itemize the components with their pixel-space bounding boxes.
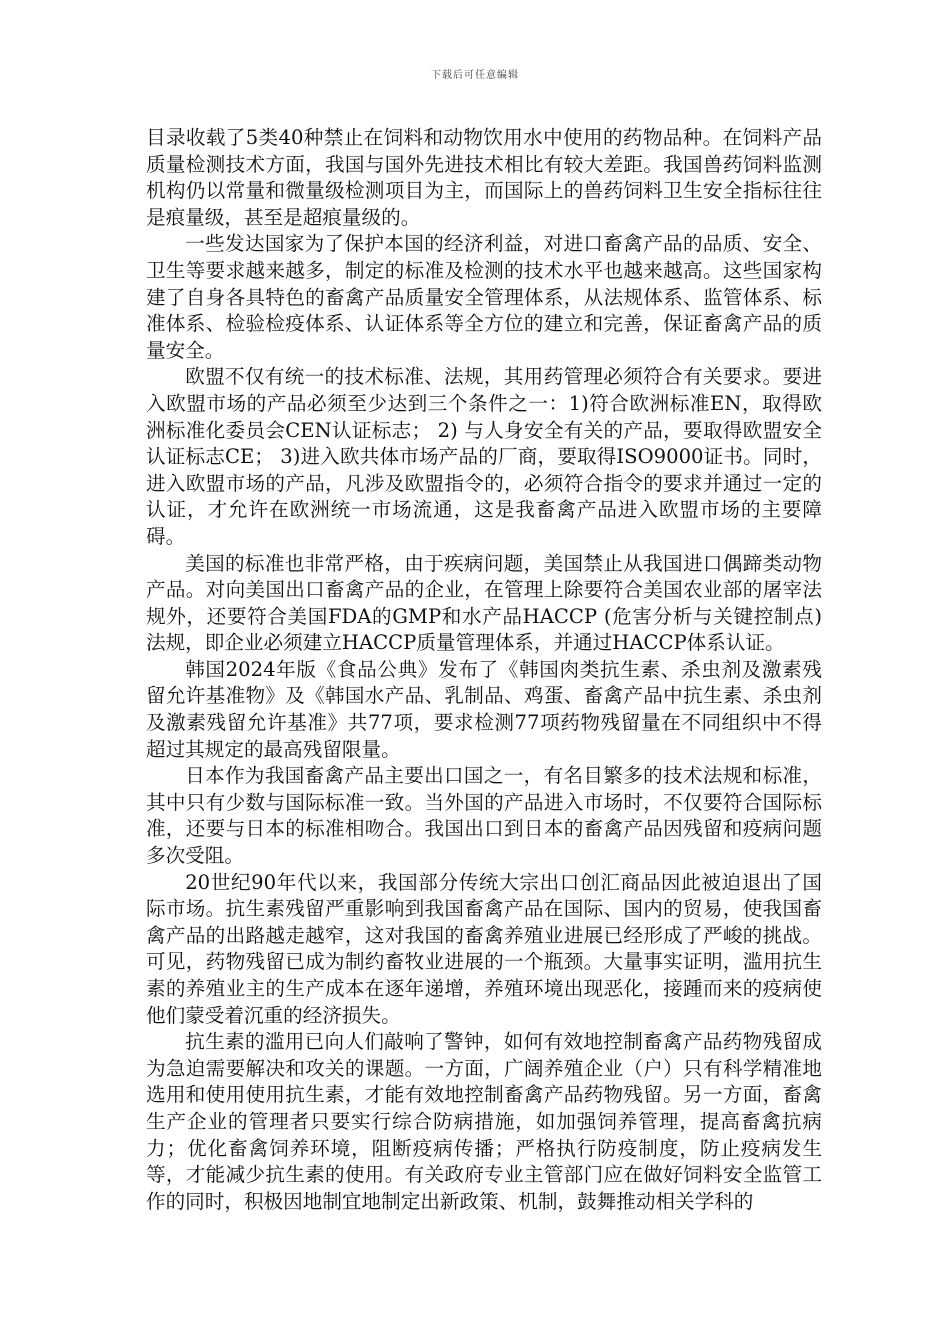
paragraph-continued: 目录收载了5类40种禁止在饲料和动物饮用水中使用的药物品种。在饲料产品质量检测技术方面，我国与国外先进技术相比有较大差距。我国兽药饲料监测机构仍以常量和微量级检测项目为主，而国际上的兽药饲料卫生安全指标往往是痕量级，甚至是超痕量级的。 [146,126,822,229]
paragraph-us-standards: 美国的标准也非常严格，由于疾病问题，美国禁止从我国进口偶蹄类动物产品。对向美国出口畜禽产品的企业，在管理上除要符合美国农业部的屠宰法规外，还要符合美国FDA的GMP和水产品HACCP (危害分析与关键控制点)法规，即企业必须建立HACCP质量管理体系，并通过HACCP体系认证。 [146,551,822,655]
paragraph-developed-countries: 一些发达国家为了保护本国的经济利益，对进口畜禽产品的品质、安全、卫生等要求越来越多，制定的标准及检测的技术水平也越来越高。这些国家构建了自身各具特色的畜禽产品质量安全管理体系，从法规体系、监管体系、标准体系、检验检疫体系、认证体系等全方位的建立和完善，保证畜禽产品的质量安全。 [146,232,822,362]
page-header: 下载后可任意编辑 [431,70,519,81]
paragraph-eu-standards: 欧盟不仅有统一的技术标准、法规，其用药管理必须符合有关要求。要进入欧盟市场的产品必须至少达到三个条件之一：1)符合欧洲标准EN，取得欧洲标准化委员会CEN认证标志； 2) 与人身安全有关的产品，要取得欧盟安全认证标志CE； 3)进入欧共体市场产品的厂商，要取得ISO9000证书。同时，进入欧盟市场的产品，凡涉及欧盟指令的，必须符合指令的要求并通过一定的认证，才允许在欧洲统一市场流通，这是我畜禽产品进入欧盟市场的主要障碍。 [146,365,822,548]
paragraph-japan-standards: 日本作为我国畜禽产品主要出口国之一，有名目繁多的技术法规和标准，其中只有少数与国际标准一致。当外国的产品进入市场时，不仅要符合国际标准，还要与日本的标准相吻合。我国出口到日本的畜禽产品因残留和疫病问题多次受阻。 [146,764,822,868]
paragraph-export-impact: 20世纪90年代以来，我国部分传统大宗出口创汇商品因此被迫退出了国际市场。抗生素残留严重影响到我国畜禽产品在国际、国内的贸易，使我国畜禽产品的出路越走越窄，这对我国的畜禽养殖业进展已经形成了严峻的挑战。可见，药物残留已成为制约畜牧业进展的一个瓶颈。大量事实证明，滥用抗生素的养殖业主的生产成本在逐年递增，养殖环境出现恶化，接踵而来的疫病使他们蒙受着沉重的经济损失。 [146,870,822,1027]
paragraph-korea-standards: 韩国2024年版《食品公典》发布了《韩国肉类抗生素、杀虫剂及激素残留允许基准物》及《韩国水产品、乳制品、鸡蛋、畜禽产品中抗生素、杀虫剂及激素残留允许基准》共77项，要求检测77项药物残留量在不同组织中不得超过其规定的最高残留限量。 [146,657,822,761]
paragraph-antibiotic-control: 抗生素的滥用已向人们敲响了警钟，如何有效地控制畜禽产品药物残留成为急迫需要解决和攻关的课题。一方面，广阔养殖企业（户）只有科学精准地选用和使用使用抗生素，才能有效地控制畜禽产品药物残留。另一方面，畜禽生产企业的管理者只要实行综合防病措施，如加强饲养管理，提高畜禽抗病力；优化畜禽饲养环境，阻断疫病传播；严格执行防疫制度，防止疫病发生等，才能减少抗生素的使用。有关政府专业主管部门应在做好饲料安全监管工作的同时，积极因地制宜地制定出新政策、机制，鼓舞推动相关学科的 [146,1030,822,1213]
document-body [146,125,822,1215]
